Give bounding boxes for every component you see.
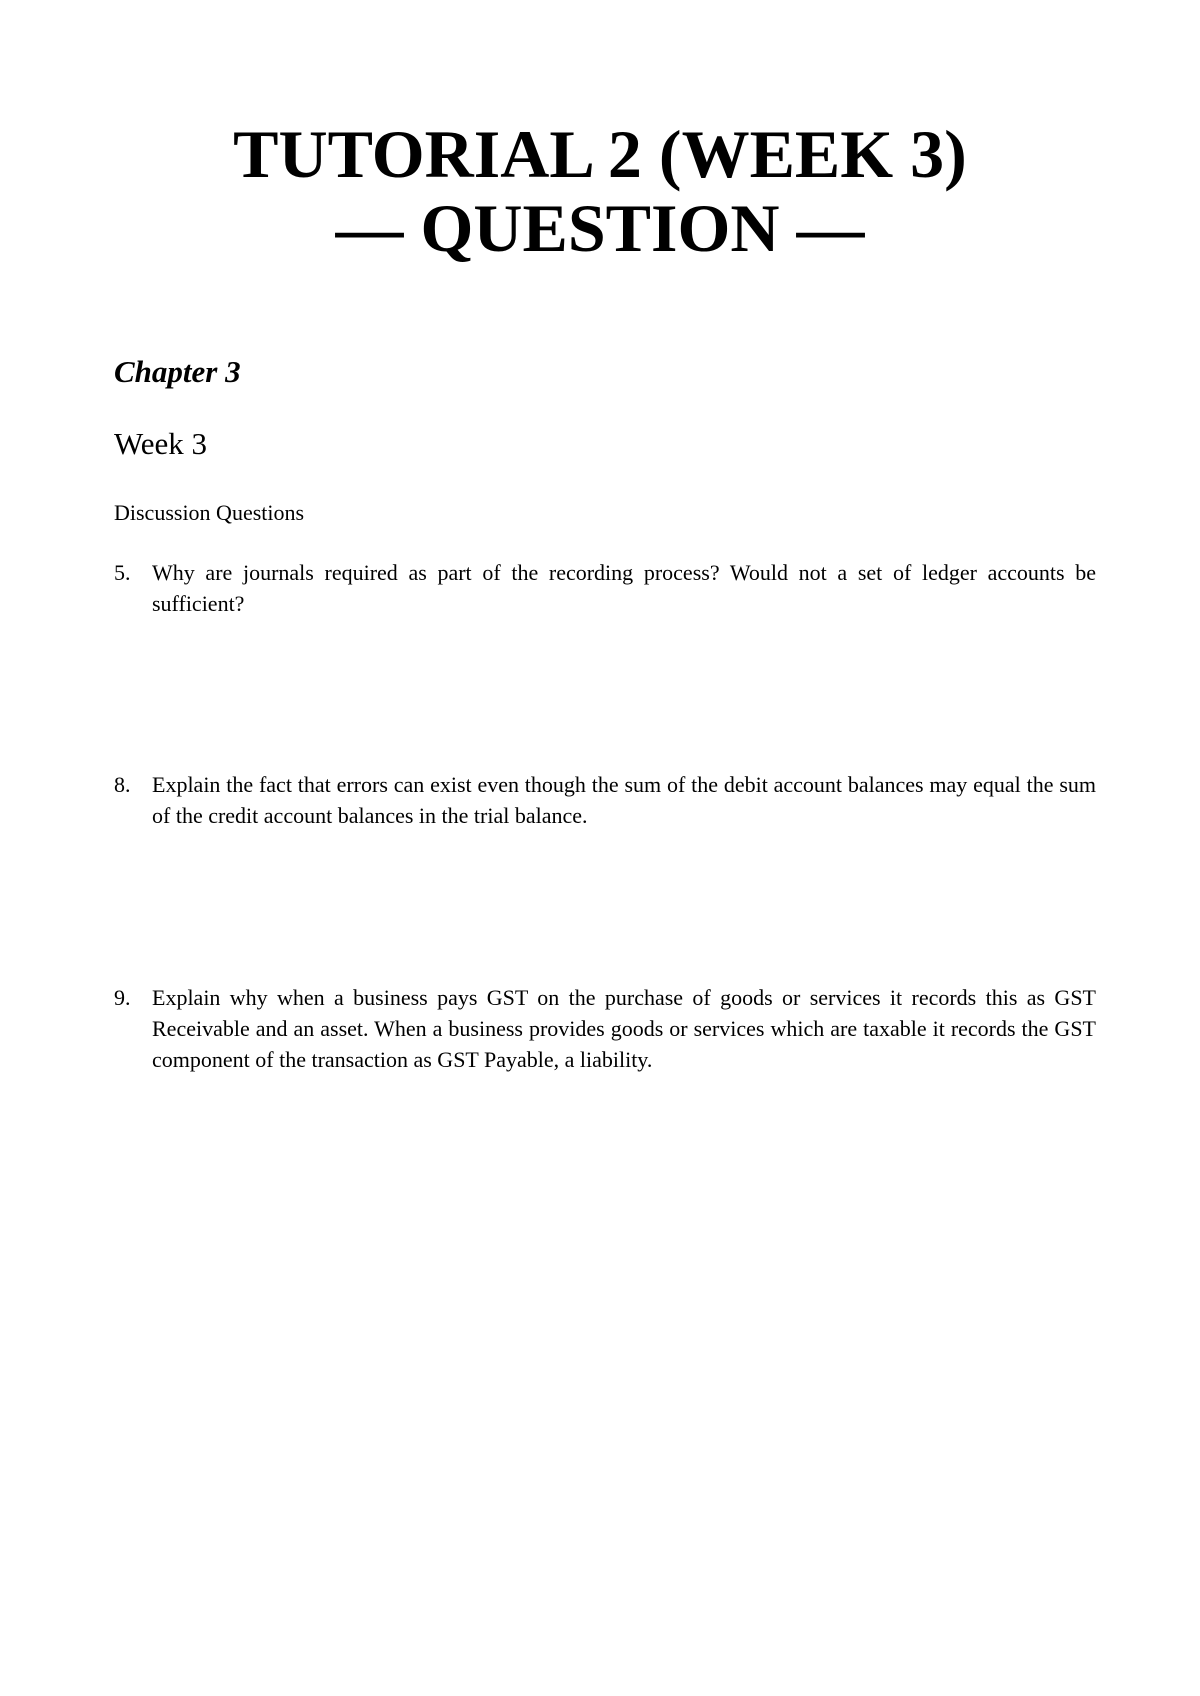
page-title: TUTORIAL 2 (WEEK 3) (233, 116, 967, 192)
question-number: 9. (114, 985, 131, 1010)
question-text: Explain why when a business pays GST on the purchase of goods or services it records this as GST Receivable and an asset. When a business provides goods or services which are taxable it records the GST component of the transaction as GST Payable, a liability. (152, 985, 1096, 1072)
question-text: Explain the fact that errors can exist even though the sum of the debit account balances may equal the sum of the credit account balances in the trial balance. (152, 772, 1096, 828)
chapter-heading: Chapter 3 (114, 354, 241, 389)
question-number: 8. (114, 772, 131, 797)
week-heading: Week 3 (114, 426, 208, 461)
section-heading: Discussion Questions (114, 500, 305, 525)
question-number: 5. (114, 560, 131, 585)
question-item (114, 769, 1096, 831)
question-text: Why are journals required as part of the recording process? Would not a set of ledger accounts be sufficient? (152, 560, 1096, 616)
question-item (114, 982, 1096, 1075)
question-item (114, 557, 1096, 619)
page-subtitle: — QUESTION — (335, 190, 865, 266)
